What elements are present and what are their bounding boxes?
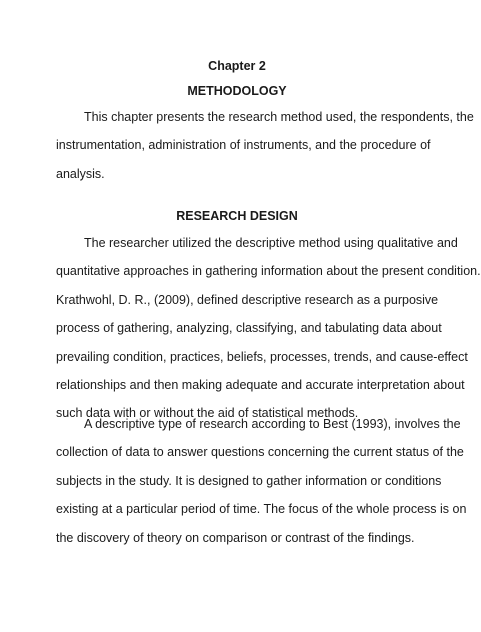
paragraph-line: The researcher utilized the descriptive method using qualitative and (84, 236, 458, 250)
paragraph-line: subjects in the study. It is designed to gather information or conditions (56, 473, 442, 488)
intro-line: instrumentation, administration of instruments, and the procedure of (56, 138, 431, 153)
paragraph-line: relationships and then making adequate and accurate interpretation about (56, 377, 465, 392)
chapter-title: METHODOLOGY (187, 84, 287, 98)
paragraph-line: A descriptive type of research according to Best (1993), involves the (84, 417, 461, 431)
paragraph-line: quantitative approaches in gathering information about the present condition. (56, 264, 481, 279)
chapter-label: Chapter 2 (208, 59, 266, 73)
paragraph-line: prevailing condition, practices, beliefs, processes, trends, and cause-effect (56, 349, 468, 364)
paragraph-line: the discovery of theory on comparison or contrast of the findings. (56, 530, 415, 545)
intro-line: analysis. (56, 166, 105, 181)
paragraph-line: existing at a particular period of time. The focus of the whole process is on (56, 502, 467, 517)
paragraph-line: Krathwohl, D. R., (2009), defined descriptive research as a purposive (56, 292, 439, 307)
intro-line: This chapter presents the research method used, the respondents, the (84, 110, 474, 124)
research-design-paragraph-1 (56, 236, 481, 435)
paragraph-line: process of gathering, analyzing, classifying, and tabulating data about (56, 321, 442, 336)
research-design-paragraph-2 (56, 417, 467, 559)
paragraph-line: collection of data to answer questions concerning the current status of the (56, 445, 464, 460)
section-heading: RESEARCH DESIGN (176, 209, 298, 223)
paragraph-line: such data with or without the aid of statistical methods. (56, 406, 359, 421)
intro-paragraph (56, 110, 474, 195)
